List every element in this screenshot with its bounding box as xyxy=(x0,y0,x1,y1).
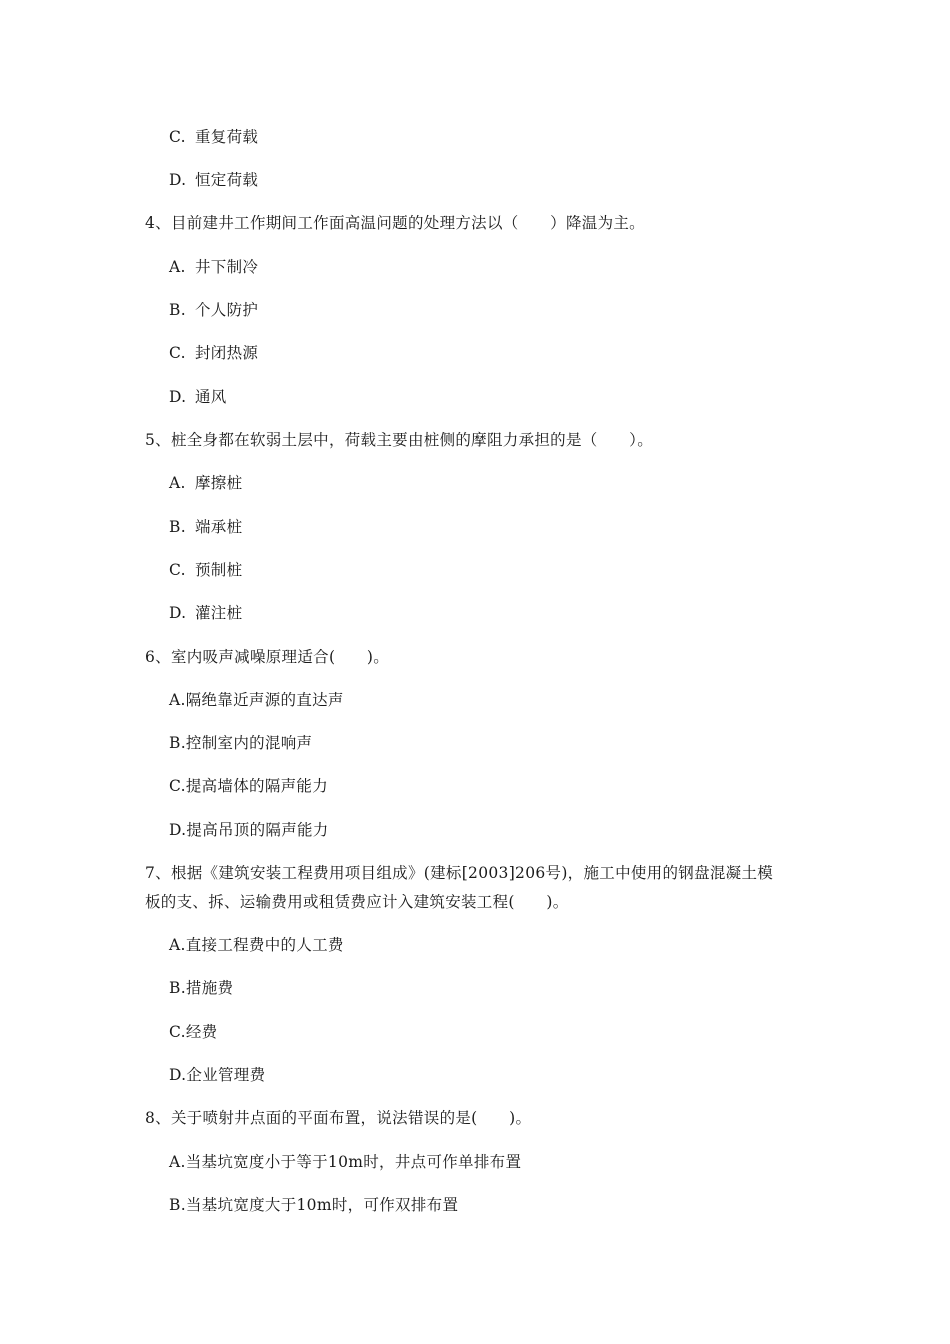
option-line: D.提高吊顶的隔声能力 xyxy=(169,821,329,839)
option-line: C.提高墙体的隔声能力 xyxy=(169,777,329,795)
question-line: 6、室内吸声减噪原理适合( )。 xyxy=(145,648,390,666)
option-line: D. 恒定荷载 xyxy=(169,171,259,189)
option-line: B.当基坑宽度大于10m时，可作双排布置 xyxy=(169,1196,459,1214)
question-line: 4、目前建井工作期间工作面高温问题的处理方法以（ ）降温为主。 xyxy=(145,214,645,232)
option-line: A. 摩擦桩 xyxy=(169,474,243,492)
option-line: B.控制室内的混响声 xyxy=(169,734,313,752)
option-line: D.企业管理费 xyxy=(169,1066,266,1084)
option-line: A.隔绝靠近声源的直达声 xyxy=(169,691,344,709)
option-line: C. 封闭热源 xyxy=(169,344,259,362)
question-line: 5、桩全身都在软弱土层中，荷载主要由桩侧的摩阻力承担的是（ ）。 xyxy=(145,431,654,449)
option-line: B. 端承桩 xyxy=(169,518,243,536)
option-line: C. 重复荷载 xyxy=(169,128,259,146)
question-line: 板的支、拆、运输费用或租赁费应计入建筑安装工程( )。 xyxy=(145,893,569,911)
option-line: B. 个人防护 xyxy=(169,301,259,319)
option-line: A.直接工程费中的人工费 xyxy=(169,936,344,954)
option-line: B.措施费 xyxy=(169,979,234,997)
option-line: C. 预制桩 xyxy=(169,561,243,579)
option-line: C.经费 xyxy=(169,1023,218,1041)
option-line: D. 灌注桩 xyxy=(169,604,243,622)
question-line: 8、关于喷射井点面的平面布置，说法错误的是( )。 xyxy=(145,1109,532,1127)
question-line: 7、根据《建筑安装工程费用项目组成》(建标[2003]206号)，施工中使用的钢盘混凝土模 xyxy=(145,864,774,882)
option-line: A.当基坑宽度小于等于10m时，井点可作单排布置 xyxy=(169,1153,522,1171)
option-line: A. 井下制冷 xyxy=(169,258,259,276)
option-line: D. 通风 xyxy=(169,388,227,406)
